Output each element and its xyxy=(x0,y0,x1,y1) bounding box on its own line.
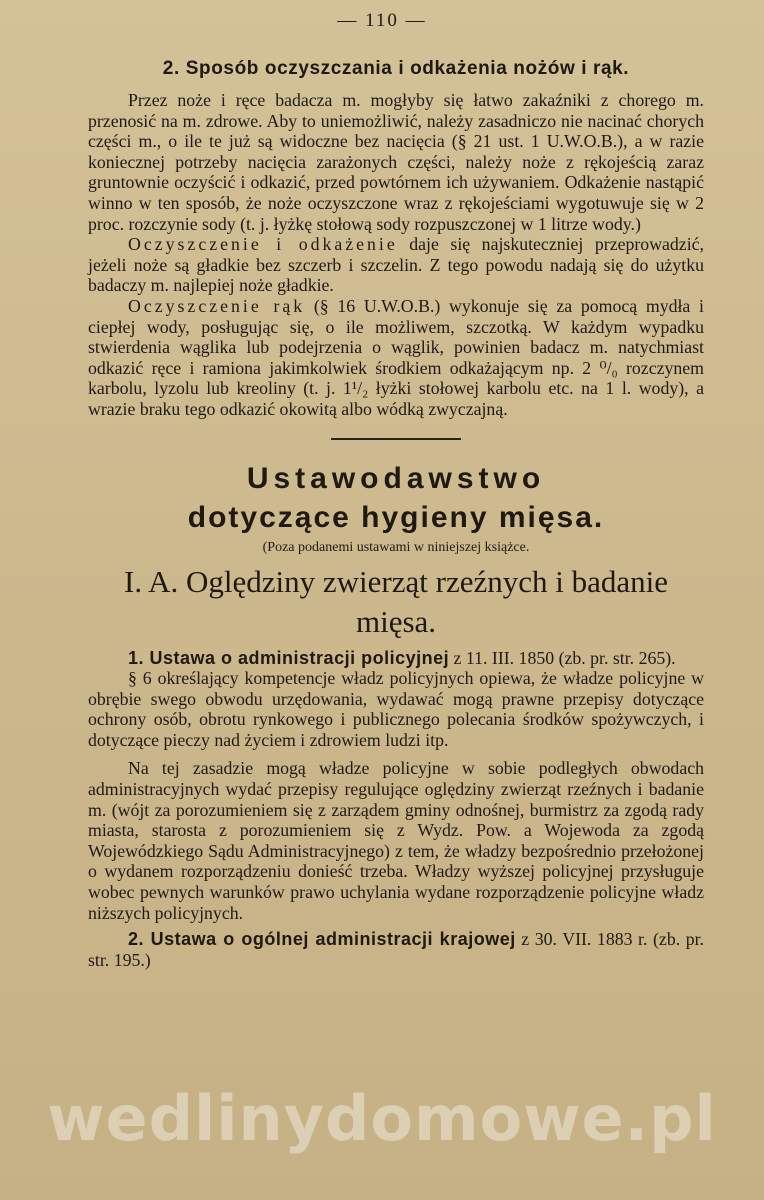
paragraph-text: (§ 16 U.W.O.B.) wykonuje się za pomocą mydła i ciepłej wody, posługując się, o ile możliwem, szczotką. W każdym wypadku stwierdenia wąglika lub podejrzenia o wąglik, powinien badacz m. natychmiast odkazić ręce i ramiona jakimkolwiek środkiem odkażającym np. 2 ⁰/₀ rozczynem karbolu, lyzolu lub kreoliny (t. j. 1¹/₂ łyżki stołowej karbolu etc. na 1 l. wody), a wrazie braku tego odkazić okowitą albo wódką zwyczajną. xyxy=(88,295,704,419)
paragraph xyxy=(88,296,704,420)
paragraph: Przez noże i ręce badacza m. mogłyby się łatwo zakaźniki z chorego m. przenosić na m. zdrowe. Aby to uniemożliwić, należy zasadniczo nie nacinać chorych części m., o ile te już są widoczne bez nacięcia (§ 21 ust. 1 U.W.O.B.), a w razie koniecznej potrzeby nacięcia zarażonych części, należy noże z rękojeścią zaraz gruntownie oczyścić i odkazić, przed powtórnem ich używaniem. Odkażenie nastąpić winno w ten sposób, że noże oczyszczone wraz z rękojeściami wygotuwuje się w 2 proc. rozczynie sody (t. j. łyżkę stołową sody rozpuszczonej w 1 litrze wody.) xyxy=(88,90,704,234)
law-heading xyxy=(88,648,704,669)
paragraph xyxy=(88,234,704,296)
subchapter-heading: I. A. Oględziny zwierząt rzeźnych i badanie mięsa. xyxy=(124,563,668,639)
law-heading xyxy=(88,929,704,970)
law-date: z 11. III. 1850 (zb. pr. str. 265). xyxy=(449,647,676,668)
spaced-term: Oczyszczenie i odkażenie xyxy=(128,234,398,255)
paragraph-text: daje się najskuteczniej przeprowadzić, jeżeli noże są gładkie bez szczerb i szczelin. Z tego powodu nadają się do użytku badaczy m. najlepiej noże gładkie. xyxy=(88,234,704,296)
chapter-note: (Poza podanemi ustawami w niniejszej książce. xyxy=(262,539,530,555)
chapter-title: Ustawodawstwo xyxy=(246,461,546,495)
law-title: 1. Ustawa o administracji policyjnej xyxy=(128,647,450,668)
paragraph: Na tej zasadzie mogą władze policyjne w sobie podległych obwodach administracyjnych wydać przepisy regulujące oględziny zwierząt rzeźnych i badanie m. (wójt za porozumieniem się z zarządem gminy odnośnej, burmistrz za zgodą rady miasta, starosta z porozumieniem się z Wydz. Pow. a Wojewoda za zgodą Wojewódzkiego Sądu Administracyjnego) z tem, że władzy bezpośrednio przełożonej o wydanem rozporządzeniu donieść trzeba. Władzy wyższej policyjnej przysługuje wobec pewnych warunków prawo uchylania wydane rozporządzenie policyjne władz niższych policyjnych. xyxy=(88,758,704,923)
paragraph: § 6 określający kompetencje władz policyjnych opiewa, że władze policyjne w obrębie swego obwodu urzędowania, wydawać mogą prawne przepisy dotyczące ochrony osób, obrotu rynkowego i publicznego polecania środków spożywczych, i dotyczące pieczy nad życiem i zdrowiem ludzi itp. xyxy=(88,668,704,750)
spaced-term: Oczyszczenie rąk xyxy=(128,295,306,316)
page-number: — 110 — xyxy=(337,10,427,31)
divider xyxy=(331,438,461,440)
page-content xyxy=(88,58,704,970)
chapter-subtitle: dotyczące hygieny mięsa. xyxy=(187,500,605,534)
section-heading: 2. Sposób oczyszczania i odkażenia nożów i rąk. xyxy=(162,58,630,79)
watermark: wedlinydomowe.pl xyxy=(47,1082,717,1155)
law-date: z 30. VII. 1883 r. (zb. pr. str. 195.) xyxy=(88,929,705,970)
law-title: 2. Ustawa o ogólnej administracji krajowej xyxy=(128,929,516,950)
